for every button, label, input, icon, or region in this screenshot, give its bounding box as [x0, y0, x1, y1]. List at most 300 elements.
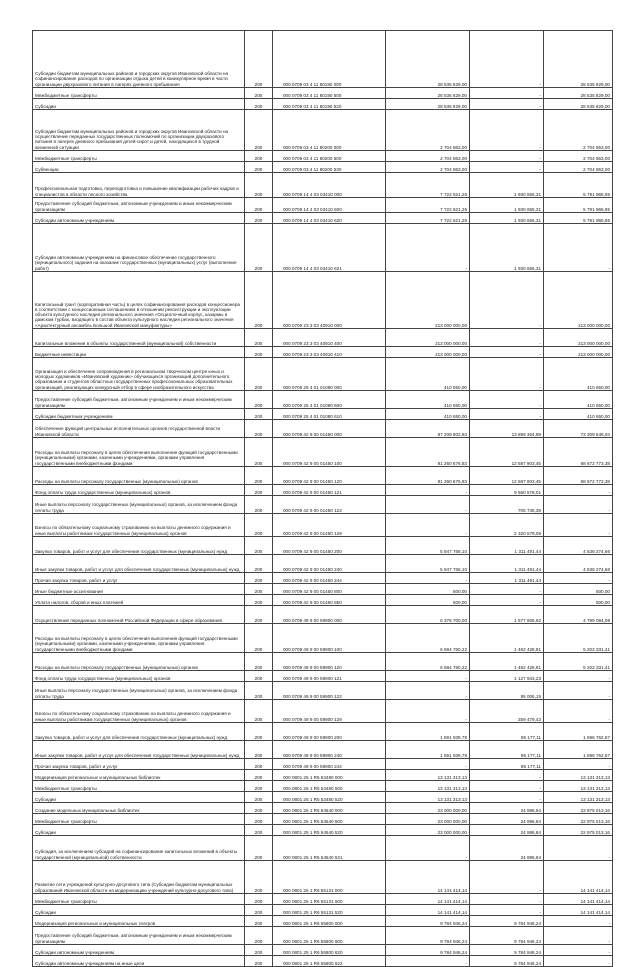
row-unexecuted: -: [544, 916, 613, 927]
row-unexecuted: 22 975 013,16: [544, 814, 613, 825]
row-name: Расходы на выплаты персоналу государственных (муниципальных) органов: [33, 653, 245, 671]
table-row: [33, 770, 613, 781]
table-row: [33, 420, 613, 438]
row-classification: 000 0709 49 9 00 59900 000: [273, 606, 386, 624]
row-classification: 000 0709 42 9 00 01450 000: [273, 420, 386, 438]
row-approved: 500,00: [386, 595, 470, 606]
table-row: [33, 88, 613, 99]
table-row: [33, 825, 613, 836]
row-unexecuted: 13 131 313,13: [544, 781, 613, 792]
row-approved: 9 784 946,24: [386, 916, 470, 927]
row-code: 200: [245, 88, 273, 99]
row-name: Закупка товаров, работ и услуг для обеспечения государственных (муниципальных) нужд: [33, 723, 245, 741]
row-unexecuted: 410 650,00: [544, 391, 613, 409]
row-unexecuted: -: [544, 956, 613, 967]
row-classification: 000 0709 49 9 00 59900 129: [273, 700, 386, 723]
row-name: Расходы на выплаты персоналу государственных (муниципальных) органов: [33, 467, 245, 485]
row-approved: 1 691 939,78: [386, 723, 470, 741]
row-unexecuted: 28 535 829,00: [544, 88, 613, 99]
row-executed: 1 311 491,44: [470, 573, 544, 584]
row-executed: 24 986,84: [470, 825, 544, 836]
row-executed: 24 986,84: [470, 814, 544, 825]
row-classification: 000 0709 42 9 00 01450 100: [273, 438, 386, 467]
row-classification: 000 0801 25 1 R5 53480 520: [273, 792, 386, 803]
row-executed: 12 587 903,45: [470, 467, 544, 485]
row-executed: 9 784 946,24: [470, 945, 544, 956]
row-classification: 000 0709 42 9 00 01450 800: [273, 584, 386, 595]
row-code: 200: [245, 31, 273, 88]
row-classification: 000 0709 42 9 00 01450 200: [273, 537, 386, 555]
row-name: Расходы на выплаты персоналу в целях обеспечения выполнения функций государственными (муниципальными) органами, казенными учреждениями, органами управления государственными внебюджетными фондами: [33, 438, 245, 467]
row-approved: 213 000 000,00: [386, 272, 470, 329]
row-code: 200: [245, 836, 273, 861]
row-approved: 81 260 676,83: [386, 438, 470, 467]
table-row: [33, 514, 613, 537]
row-classification: 000 0709 14 4 03 03410 600: [273, 198, 386, 213]
row-name: Субсидии: [33, 825, 245, 836]
row-classification: 000 0801 25 1 R6 55131 000: [273, 861, 386, 894]
row-executed: 9 784 946,24: [470, 927, 544, 945]
row-executed: 1 930 655,31: [470, 213, 544, 224]
row-name: Профессиональная подготовка, переподготовка и повышение квалификации рабочих кадров и специалистов в области лесного хозяйства: [33, 173, 245, 198]
row-executed: -: [470, 584, 544, 595]
row-unexecuted: 5 791 965,95: [544, 198, 613, 213]
row-code: 200: [245, 110, 273, 151]
row-classification: 000 0709 25 4 01 01080 610: [273, 409, 386, 420]
row-classification: 000 0709 49 9 00 59900 121: [273, 671, 386, 682]
row-approved: 2 704 863,00: [386, 151, 470, 162]
row-code: 200: [245, 916, 273, 927]
row-classification: 000 0709 42 9 00 01450 121: [273, 485, 386, 496]
row-name: Межбюджетные трансферты: [33, 88, 245, 99]
row-executed: -: [470, 358, 544, 391]
row-approved: 5 947 766,10: [386, 555, 470, 573]
row-approved: -: [386, 514, 470, 537]
table-row: [33, 927, 613, 945]
row-executed: 9 560 578,01: [470, 485, 544, 496]
row-classification: 000 0709 49 9 00 59900 122: [273, 682, 386, 700]
row-name: Модернизация региональных и муниципальных библиотек: [33, 770, 245, 781]
row-classification: 000 0709 03 4 11 80190 000: [273, 31, 386, 88]
row-code: 200: [245, 573, 273, 584]
row-approved: 9 784 946,24: [386, 927, 470, 945]
row-executed: 1 930 655,31: [470, 173, 544, 198]
row-code: 200: [245, 945, 273, 956]
row-classification: 000 0801 25 1 R5 54540 500: [273, 814, 386, 825]
table-row: [33, 99, 613, 110]
row-code: 200: [245, 792, 273, 803]
row-name: Межбюджетные трансферты: [33, 814, 245, 825]
row-executed: 24 986,84: [470, 803, 544, 814]
row-approved: 14 141 414,14: [386, 894, 470, 905]
row-code: 200: [245, 420, 273, 438]
row-approved: 2 704 863,00: [386, 162, 470, 173]
row-name: Межбюджетные трансферты: [33, 894, 245, 905]
row-executed: -: [470, 272, 544, 329]
row-executed: 95 177,11: [470, 759, 544, 770]
table-row: [33, 485, 613, 496]
row-unexecuted: 22 975 013,16: [544, 825, 613, 836]
row-classification: 000 0801 25 1 R5 53480 500: [273, 781, 386, 792]
table-row: [33, 759, 613, 770]
row-unexecuted: 1 596 762,67: [544, 723, 613, 741]
row-executed: 12 587 903,45: [470, 438, 544, 467]
row-unexecuted: 68 672 773,38: [544, 467, 613, 485]
row-classification: 000 0801 25 1 R6 55800 620: [273, 945, 386, 956]
table-row: [33, 671, 613, 682]
row-unexecuted: -: [544, 759, 613, 770]
row-classification: 000 0801 25 1 R5 54540 000: [273, 803, 386, 814]
row-code: 200: [245, 595, 273, 606]
row-name: Модернизация региональных и муниципальных театров: [33, 916, 245, 927]
row-unexecuted: 14 141 414,14: [544, 861, 613, 894]
row-code: 200: [245, 496, 273, 514]
row-unexecuted: 73 309 548,04: [544, 420, 613, 438]
row-name: Межбюджетные трансферты: [33, 151, 245, 162]
row-code: 200: [245, 781, 273, 792]
row-code: 200: [245, 438, 273, 467]
row-executed: 1 311 491,44: [470, 555, 544, 573]
row-executed: 9 784 946,24: [470, 956, 544, 967]
row-code: 200: [245, 682, 273, 700]
row-approved: -: [386, 496, 470, 514]
row-executed: 1 311 491,44: [470, 537, 544, 555]
table-row: [33, 110, 613, 151]
row-name: Субсидии автономным учреждениям: [33, 945, 245, 956]
row-classification: 000 0709 49 9 00 59900 120: [273, 653, 386, 671]
row-executed: 1 930 655,31: [470, 224, 544, 272]
row-code: 200: [245, 584, 273, 595]
row-executed: -: [470, 347, 544, 358]
row-classification: 000 0801 25 1 R5 54540 520: [273, 825, 386, 836]
table-body: [33, 31, 613, 967]
row-name: Субвенции: [33, 162, 245, 173]
table-row: [33, 595, 613, 606]
table-row: [33, 814, 613, 825]
row-unexecuted: -: [544, 496, 613, 514]
row-name: Организация и обеспечение сопровождения в региональном творческом центре юных и молодых художников «Ивановский художник» обучающихся организаций дополнительного образования и студентов областных государственных профессиональных образовательных организаций, реализующих конкурсный отбор в сфере изобразительного искусства: [33, 358, 245, 391]
row-classification: 000 0709 23 3 03 40910 410: [273, 347, 386, 358]
table-row: [33, 653, 613, 671]
row-approved: 14 141 414,14: [386, 861, 470, 894]
table-row: [33, 956, 613, 967]
row-classification: 000 0801 25 1 R6 55800 600: [273, 927, 386, 945]
row-approved: 23 000 000,00: [386, 814, 470, 825]
row-name: Субсидии бюджетам муниципальных районов и городских округов Ивановской области на софинансирование расходов по организации отдыха детей в каникулярное время в части организации двухразового питания в лагерях дневного пребывания: [33, 31, 245, 88]
row-approved: 410 650,00: [386, 409, 470, 420]
row-code: 200: [245, 770, 273, 781]
row-unexecuted: 13 131 313,13: [544, 770, 613, 781]
row-approved: 23 000 000,00: [386, 825, 470, 836]
row-classification: 000 0709 03 4 11 80190 500: [273, 88, 386, 99]
row-name: Межбюджетные трансферты: [33, 781, 245, 792]
row-classification: 000 0801 25 1 R6 55131 500: [273, 894, 386, 905]
row-unexecuted: 1 596 762,67: [544, 741, 613, 759]
row-code: 200: [245, 606, 273, 624]
row-name: Взносы по обязательному социальному страхованию на выплаты денежного содержания и иные выплаты работникам государственных (муниципальных) органов: [33, 700, 245, 723]
row-code: 200: [245, 956, 273, 967]
row-approved: 6 376 700,00: [386, 606, 470, 624]
row-approved: -: [386, 671, 470, 682]
row-name: Уплата налогов, сборов и иных платежей: [33, 595, 245, 606]
row-unexecuted: -: [544, 671, 613, 682]
table-row: [33, 162, 613, 173]
row-unexecuted: 5 791 965,95: [544, 213, 613, 224]
row-unexecuted: -: [544, 514, 613, 537]
row-classification: 000 0709 42 9 00 01450 122: [273, 496, 386, 514]
row-code: 200: [245, 825, 273, 836]
row-approved: 13 131 313,13: [386, 792, 470, 803]
row-unexecuted: -: [544, 927, 613, 945]
row-code: 200: [245, 485, 273, 496]
row-name: Прочая закупка товаров, работ и услуг: [33, 573, 245, 584]
row-unexecuted: 4 799 094,08: [544, 606, 613, 624]
row-name: Предоставление субсидий бюджетным, автономным учреждениям и иным некоммерческим организациям: [33, 198, 245, 213]
row-code: 200: [245, 151, 273, 162]
row-code: 200: [245, 555, 273, 573]
table-row: [33, 537, 613, 555]
row-executed: -: [470, 781, 544, 792]
row-unexecuted: 14 141 414,14: [544, 905, 613, 916]
row-classification: 000 0801 25 1 R5 53480 000: [273, 770, 386, 781]
row-classification: 000 0709 03 4 11 80200 500: [273, 151, 386, 162]
row-unexecuted: 500,00: [544, 595, 613, 606]
row-approved: 7 722 621,26: [386, 213, 470, 224]
row-unexecuted: 500,00: [544, 584, 613, 595]
row-approved: 6 684 760,22: [386, 653, 470, 671]
table-row: [33, 31, 613, 88]
table-row: [33, 555, 613, 573]
table-row: [33, 723, 613, 741]
row-executed: -: [470, 792, 544, 803]
row-unexecuted: 5 202 331,41: [544, 653, 613, 671]
row-approved: 5 947 766,10: [386, 537, 470, 555]
row-classification: 000 0801 25 1 R6 55800 622: [273, 956, 386, 967]
row-classification: 000 0709 42 9 00 01450 244: [273, 573, 386, 584]
row-executed: -: [470, 894, 544, 905]
row-unexecuted: 213 000 000,00: [544, 329, 613, 347]
row-classification: 000 0709 42 9 00 01450 120: [273, 467, 386, 485]
row-unexecuted: -: [544, 700, 613, 723]
table-row: [33, 584, 613, 595]
row-executed: -: [470, 905, 544, 916]
row-code: 200: [245, 759, 273, 770]
row-name: Взносы по обязательному социальному страхованию на выплаты денежного содержания и иные выплаты работникам государственных (муниципальных) органов: [33, 514, 245, 537]
row-executed: -: [470, 162, 544, 173]
budget-execution-table: [32, 30, 613, 967]
row-unexecuted: 28 535 829,00: [544, 99, 613, 110]
table-row: [33, 741, 613, 759]
row-classification: 000 0709 42 9 00 01450 240: [273, 555, 386, 573]
row-classification: 000 0709 03 4 11 80200 000: [273, 110, 386, 151]
row-name: Субсидии автономным учреждениям на иные цели: [33, 956, 245, 967]
row-classification: 000 0709 23 3 03 40910 400: [273, 329, 386, 347]
row-classification: 000 0709 49 9 00 59900 240: [273, 741, 386, 759]
row-code: 200: [245, 723, 273, 741]
row-executed: -: [470, 31, 544, 88]
row-executed: 95 006,15: [470, 682, 544, 700]
row-executed: 1 127 943,23: [470, 671, 544, 682]
row-executed: 1 930 655,31: [470, 198, 544, 213]
row-name: Закупка товаров, работ и услуг для обеспечения государственных (муниципальных) нужд: [33, 537, 245, 555]
row-unexecuted: -: [544, 224, 613, 272]
row-unexecuted: 14 141 414,14: [544, 894, 613, 905]
row-code: 200: [245, 272, 273, 329]
row-code: 200: [245, 347, 273, 358]
row-classification: 000 0709 49 9 00 59900 100: [273, 624, 386, 653]
table-row: [33, 198, 613, 213]
row-code: 200: [245, 198, 273, 213]
row-classification: 000 0709 03 4 11 80190 520: [273, 99, 386, 110]
row-approved: 1 691 939,78: [386, 741, 470, 759]
row-approved: 13 131 313,13: [386, 770, 470, 781]
row-classification: 000 0709 14 4 03 03410 000: [273, 173, 386, 198]
row-unexecuted: 2 704 863,00: [544, 162, 613, 173]
row-executed: -: [470, 770, 544, 781]
row-code: 200: [245, 927, 273, 945]
row-name: Капитальный грант (корпоративная часть) в целях софинансирования расходов концессионера в соответствии с концессионным соглашением в отношении реконструкции и эксплуатации объекта культурного наследия регионального значения «Осциллочный корпус, казармы в дамском турбах, входящего в состав объекта культурного наследия регионального значения «Архитектурный ансамбль Большой Ивановской мануфактуры»: [33, 272, 245, 329]
row-unexecuted: -: [544, 485, 613, 496]
row-name: Иные выплаты персоналу государственных (муниципальных) органов, за исключением фонда оплаты труда: [33, 496, 245, 514]
row-classification: 000 0709 49 9 00 59900 200: [273, 723, 386, 741]
row-executed: 2 320 579,05: [470, 514, 544, 537]
row-classification: 000 0709 14 4 03 03410 621: [273, 224, 386, 272]
row-code: 200: [245, 624, 273, 653]
row-code: 200: [245, 700, 273, 723]
table-row: [33, 781, 613, 792]
table-row: [33, 905, 613, 916]
row-classification: 000 0709 42 9 00 01450 850: [273, 595, 386, 606]
row-approved: 7 722 621,26: [386, 198, 470, 213]
table-row: [33, 213, 613, 224]
row-executed: -: [470, 391, 544, 409]
row-code: 200: [245, 671, 273, 682]
table-row: [33, 861, 613, 894]
row-code: 200: [245, 409, 273, 420]
row-approved: -: [386, 573, 470, 584]
table-row: [33, 173, 613, 198]
table-row: [33, 836, 613, 861]
row-unexecuted: 22 975 013,16: [544, 803, 613, 814]
row-unexecuted: 28 535 829,00: [544, 31, 613, 88]
row-name: Предоставление субсидий бюджетным, автономным учреждениям и иным некоммерческим организациям: [33, 391, 245, 409]
row-unexecuted: 4 636 274,66: [544, 555, 613, 573]
row-executed: -: [470, 329, 544, 347]
row-approved: 81 260 676,83: [386, 467, 470, 485]
row-executed: 259 479,43: [470, 700, 544, 723]
row-approved: -: [386, 836, 470, 861]
table-row: [33, 358, 613, 391]
row-name: Прочая закупка товаров, работ и услуг: [33, 759, 245, 770]
row-name: Иные бюджетные ассигнования: [33, 584, 245, 595]
row-name: Осуществление переданных полномочий Российской Федерации в сфере образования: [33, 606, 245, 624]
row-executed: 95 177,11: [470, 741, 544, 759]
row-unexecuted: 410 650,00: [544, 358, 613, 391]
row-executed: -: [470, 861, 544, 894]
row-name: Иные закупки товаров, работ и услуг для обеспечения государственных (муниципальных) нужд: [33, 555, 245, 573]
row-code: 200: [245, 162, 273, 173]
row-executed: 1 577 605,92: [470, 606, 544, 624]
table-row: [33, 624, 613, 653]
row-code: 200: [245, 905, 273, 916]
table-row: [33, 409, 613, 420]
row-executed: -: [470, 595, 544, 606]
row-approved: 213 000 000,00: [386, 347, 470, 358]
row-code: 200: [245, 537, 273, 555]
row-approved: 2 704 863,00: [386, 110, 470, 151]
row-approved: 28 535 829,00: [386, 88, 470, 99]
table-row: [33, 894, 613, 905]
row-code: 200: [245, 467, 273, 485]
table-row: [33, 391, 613, 409]
row-code: 200: [245, 329, 273, 347]
row-classification: 000 0801 25 1 R6 55131 520: [273, 905, 386, 916]
row-classification: 000 0709 49 9 00 59900 244: [273, 759, 386, 770]
row-code: 200: [245, 653, 273, 671]
row-unexecuted: 5 202 331,41: [544, 624, 613, 653]
table-row: [33, 496, 613, 514]
row-name: Субсидии: [33, 905, 245, 916]
row-classification: 000 0709 14 4 03 03410 620: [273, 213, 386, 224]
row-approved: 14 141 414,14: [386, 905, 470, 916]
table-row: [33, 792, 613, 803]
row-classification: 000 0801 25 1 R5 54540 521: [273, 836, 386, 861]
row-unexecuted: 13 131 313,13: [544, 792, 613, 803]
row-code: 200: [245, 173, 273, 198]
row-classification: 000 0709 25 4 01 01080 000: [273, 358, 386, 391]
row-approved: 23 000 000,00: [386, 803, 470, 814]
row-code: 200: [245, 99, 273, 110]
row-unexecuted: 2 704 863,00: [544, 151, 613, 162]
row-name: Субсидии бюджетам муниципальных районов и городских округов Ивановской области на осуществление переданных государственных полномочий по организации двухразового питания в лагерях дневного пребывания детей-сирот и детей, находящихся в трудной жизненной ситуации: [33, 110, 245, 151]
row-name: Иные закупки товаров, работ и услуг для обеспечения государственных (муниципальных) нужд: [33, 741, 245, 759]
table-row: [33, 329, 613, 347]
row-name: Субсидии автономным учреждениям на финансовое обеспечение государственного (муниципального) задания на оказание государственных (муниципальных) услуг (выполнение работ): [33, 224, 245, 272]
row-approved: 213 000 000,00: [386, 329, 470, 347]
table-row: [33, 438, 613, 467]
table-row: [33, 803, 613, 814]
table-row: [33, 151, 613, 162]
row-name: Субсидии: [33, 792, 245, 803]
row-approved: -: [386, 485, 470, 496]
row-unexecuted: 2 704 863,00: [544, 110, 613, 151]
table-row: [33, 224, 613, 272]
table-row: [33, 916, 613, 927]
row-approved: 13 131 313,13: [386, 781, 470, 792]
row-unexecuted: 4 636 274,66: [544, 537, 613, 555]
row-unexecuted: 213 000 000,00: [544, 272, 613, 329]
table-row: [33, 945, 613, 956]
row-name: Создание модельных муниципальных библиотек: [33, 803, 245, 814]
row-approved: -: [386, 956, 470, 967]
row-executed: 9 784 946,24: [470, 916, 544, 927]
row-name: Субсидии бюджетным учреждениям: [33, 409, 245, 420]
row-code: 200: [245, 224, 273, 272]
row-classification: 000 0709 25 4 01 01080 600: [273, 391, 386, 409]
row-executed: 1 482 428,81: [470, 653, 544, 671]
row-code: 200: [245, 741, 273, 759]
row-approved: 410 650,00: [386, 358, 470, 391]
row-name: Субсидии: [33, 99, 245, 110]
row-executed: -: [470, 151, 544, 162]
row-unexecuted: 68 672 773,38: [544, 438, 613, 467]
row-classification: 000 0709 42 9 00 01450 129: [273, 514, 386, 537]
row-approved: 87 209 902,93: [386, 420, 470, 438]
row-unexecuted: -: [544, 682, 613, 700]
row-name: Субсидия, за исключением субсидий на софинансирование капитальных вложений в объекты государственной (муниципальной) собственности: [33, 836, 245, 861]
row-executed: -: [470, 409, 544, 420]
row-name: Развитие сети учреждений культурно-досугового типа (Субсидии бюджетам муниципальных образований Ивановской области на модернизацию учреждений культурно-досугового типа): [33, 861, 245, 894]
